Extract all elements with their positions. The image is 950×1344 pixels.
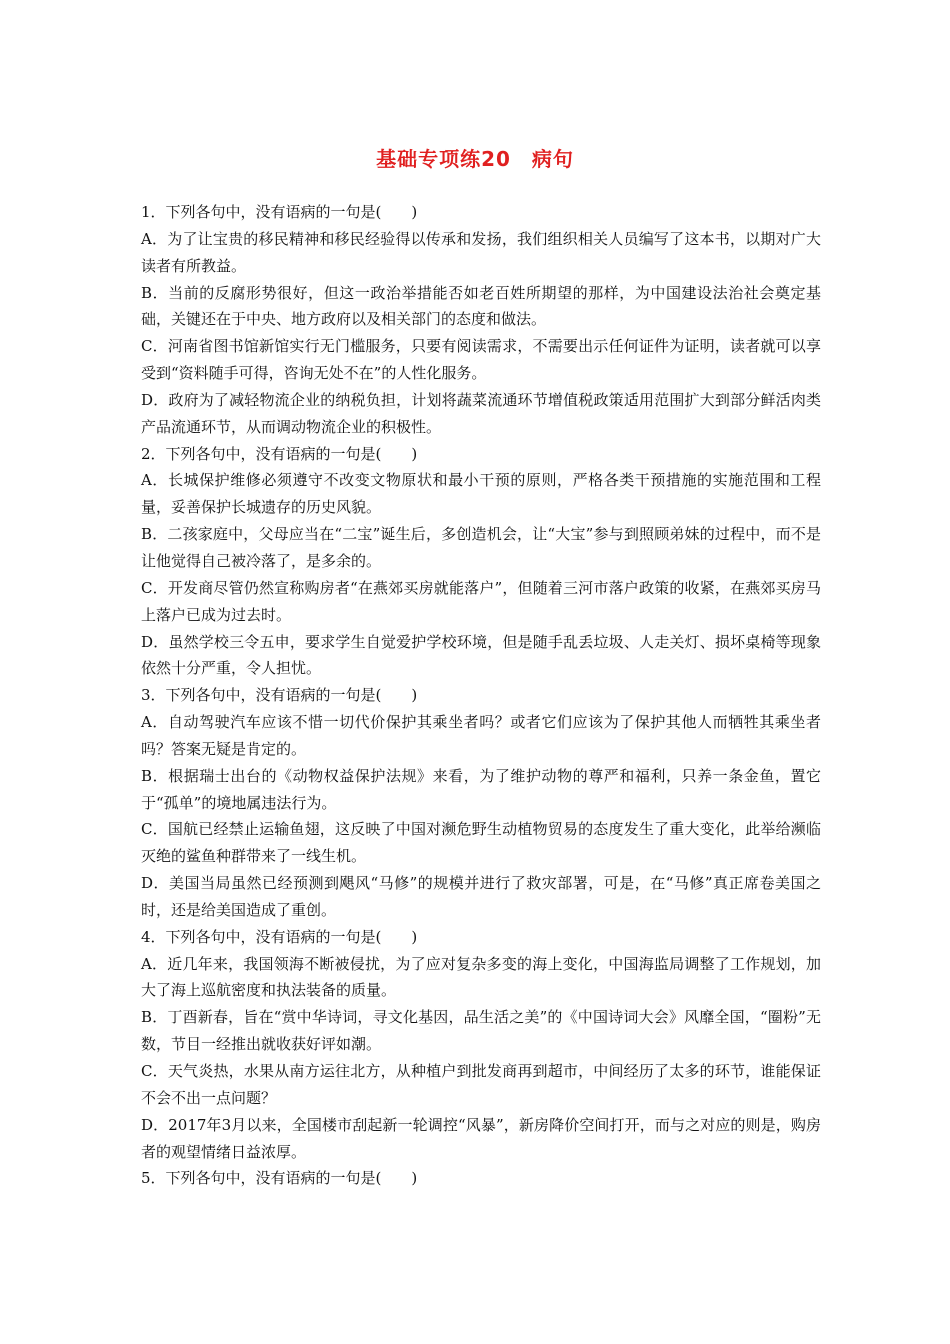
question-stem: 5．下列各句中，没有语病的一句是( ): [141, 1169, 418, 1188]
question-stem: 4．下列各句中，没有语病的一句是( ): [141, 927, 418, 946]
option-d: D．2017年3月以来，全国楼市刮起新一轮调控“风暴”，新房降价空间打开，而与之对应的则是，购房者的观望情绪日益浓厚。: [141, 1115, 821, 1161]
option-d: D．美国当局虽然已经预测到飓风“马修”的规模并进行了救灾部署，可是，在“马修”真正席卷美国之时，还是给美国造成了重创。: [141, 874, 821, 919]
option-b: B．根据瑞士出台的《动物权益保护法规》来看，为了维护动物的尊严和福利，只养一条金鱼，置它于“孤单”的境地属违法行为。: [141, 766, 821, 812]
option-b: B．二孩家庭中，父母应当在“二宝”诞生后，多创造机会，让“大宝”参与到照顾弟妹的过程中，而不是让他觉得自己被冷落了，是多余的。: [141, 525, 821, 570]
option-a: A．自动驾驶汽车应该不惜一切代价保护其乘坐者吗？或者它们应该为了保护其他人而牺牲其乘坐者吗？答案无疑是肯定的。: [141, 713, 821, 758]
question-4: [141, 924, 821, 1166]
question-5: [141, 1165, 821, 1192]
question-stem: 2．下列各句中，没有语病的一句是( ): [141, 444, 418, 463]
option-c: C．天气炎热，水果从南方运往北方，从种植户到批发商再到超市，中间经历了太多的环节，谁能保证不会不出一点问题？: [141, 1062, 821, 1107]
option-b: B．当前的反腐形势很好，但这一政治举措能否如老百姓所期望的那样，为中国建设法治社会奠定基础，关键还在于中央、地方政府以及相关部门的态度和做法。: [141, 283, 821, 329]
question-3: [141, 682, 821, 924]
question-list: [141, 199, 821, 1192]
option-a: A．为了让宝贵的移民精神和移民经验得以传承和发扬，我们组织相关人员编写了这本书，以期对广大读者有所教益。: [141, 229, 821, 275]
option-b: B．丁酉新春，旨在“赏中华诗词，寻文化基因，品生活之美”的《中国诗词大会》风靡全国，“圈粉”无数，节目一经推出就收获好评如潮。: [141, 1008, 821, 1054]
question-2: [141, 441, 821, 683]
option-c: C．河南省图书馆新馆实行无门槛服务，只要有阅读需求，不需要出示任何证件为证明，读者就可以享受到“资料随手可得，咨询无处不在”的人性化服务。: [141, 337, 821, 383]
option-c: C．开发商尽管仍然宣称购房者“在燕郊买房就能落户”，但随着三河市落户政策的收紧，在燕郊买房马上落户已成为过去时。: [141, 578, 821, 624]
question-1: [141, 199, 821, 441]
question-stem: 1．下列各句中，没有语病的一句是( ): [141, 203, 418, 221]
option-a: A．近几年来，我国领海不断被侵扰，为了应对复杂多变的海上变化，中国海监局调整了工作规划，加大了海上巡航密度和执法装备的质量。: [141, 954, 821, 1000]
page-title: 基础专项练20 病句: [376, 147, 574, 171]
option-d: D．政府为了减轻物流企业的纳税负担，计划将蔬菜流通环节增值税政策适用范围扩大到部分鲜活肉类产品流通环节，从而调动物流企业的积极性。: [141, 390, 821, 436]
option-a: A．长城保护维修必须遵守不改变文物原状和最小干预的原则，严格各类干预措施的实施范围和工程量，妥善保护长城遗存的历史风貌。: [141, 471, 821, 517]
option-c: C．国航已经禁止运输鱼翅，这反映了中国对濒危野生动植物贸易的态度发生了重大变化，此举给濒临灭绝的鲨鱼种群带来了一线生机。: [141, 820, 821, 866]
question-stem: 3．下列各句中，没有语病的一句是( ): [141, 686, 418, 705]
option-d: D．虽然学校三令五申，要求学生自觉爱护学校环境，但是随手乱丢垃圾、人走关灯、损坏桌椅等现象依然十分严重，令人担忧。: [141, 632, 821, 678]
